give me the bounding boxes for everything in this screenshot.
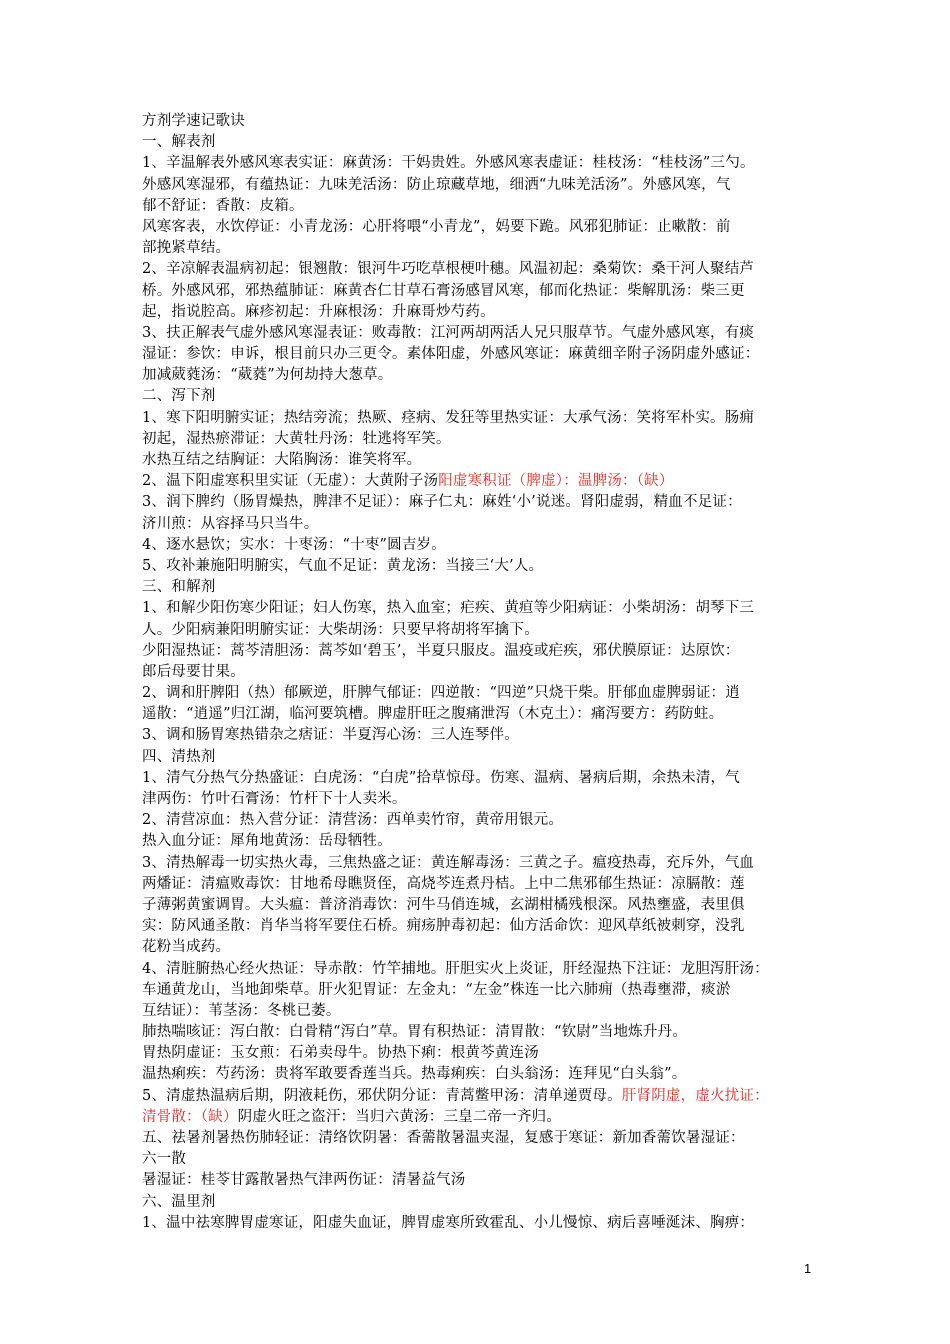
text-line	[142, 365, 810, 386]
line-text: 5、清虚热温病后期，阴液耗伤，邪伏阴分证：青蒿鳖甲汤：清单递贾母。	[142, 1087, 622, 1104]
line-text: 桥。外感风邪，邪热蕴肺证：麻黄杏仁甘草石膏汤感冒风寒，郁而化热证：柴解肌汤：柴三更	[142, 282, 745, 299]
line-text: 3、清热解毒一切实热火毒，三焦热盛之证：黄连解毒汤：三黄之子。瘟疫热毒，充斥外，气血	[142, 854, 755, 871]
text-line	[142, 535, 810, 556]
line-text: 湿证：参饮：申诉，根目前只办三更令。素体阳虚，外感风寒证：麻黄细辛附子汤阴虚外感证：	[142, 346, 760, 363]
text-line	[142, 620, 810, 641]
line-text: 五、祛暑剂暑热伤肺轻证：清络饮阴暑：香薷散暑温夹湿，复感于寒证：新加香薷饮暑湿证：	[142, 1130, 745, 1146]
line-text: 风寒客表，水饮停证：小青龙汤：心肝将喂“小青龙”，妈要下跪。风邪犯肺证：止嗽散：前	[142, 218, 731, 235]
text-line	[142, 747, 810, 768]
text-line	[142, 916, 810, 937]
text-line	[142, 492, 810, 513]
line-text: 2、清营凉血：热入营分证：清营汤：西单卖竹帘，黄帝用银元。	[142, 812, 564, 829]
line-text: 胃热阴虚证：玉女煎：石弟卖母牛。协热下痢：根黄芩黄连汤	[142, 1045, 539, 1062]
line-text: 实：防风通圣散：肖华当将军要住石桥。痈疡肿毒初起：仙方活命饮：迎风草纸被刺穿，没乳	[142, 918, 745, 935]
line-text: 1、辛温解表外感风寒表实证：麻黄汤：干妈贵姓。外感风寒表虚证：桂枝汤：“桂枝汤”三勺。	[142, 155, 755, 172]
text-line	[142, 302, 810, 323]
text-line	[142, 831, 810, 852]
text-line	[142, 577, 810, 598]
highlighted-text: 阳虚寒积证（脾虚）：温脾汤：（缺）	[438, 473, 674, 490]
text-line	[142, 471, 810, 492]
line-text: 三、和解剂	[142, 579, 216, 596]
text-line	[142, 959, 810, 980]
line-text: 2、调和肝脾阳（热）郁厥逆，肝脾气郁证：四逆散：“四逆”只烧干柴。肝郁血虚脾弱证：逍	[142, 685, 740, 702]
text-line	[142, 662, 810, 683]
line-text: 1、清气分热气分热盛证：白虎汤：“白虎”拾草惊母。伤寒、温病、暑病后期，余热未清，气	[142, 769, 740, 786]
page-number: 1	[804, 1261, 812, 1276]
text-line	[142, 768, 810, 789]
text-line	[142, 132, 810, 153]
line-text: 车通黄龙山，当地卸柴草。肝火犯胃证：左金丸：“左金”株连一比六肺痈（热毒壅滞，痰淤	[142, 981, 731, 998]
text-line	[142, 683, 810, 704]
text-line	[142, 810, 810, 831]
line-text: 少阳湿热证：蒿芩清胆汤：蒿芩如‘碧玉’，半夏只服皮。温疫或疟疾，邪伏膜原证：达原饮：	[142, 642, 740, 659]
line-text: 部挽紧草结。	[142, 240, 231, 257]
line-text: 肺热喘咳证：泻白散：白骨精“泻白”草。胃有积热证：清胃散：“钦尉”当地炼升丹。	[142, 1024, 687, 1041]
line-text: 四、清热剂	[142, 748, 216, 765]
text-line	[142, 1192, 810, 1213]
text-line	[142, 1170, 810, 1191]
line-text: 2、辛凉解表温病初起：银翘散：银河牛巧吃草根梗叶穗。风温初起：桑菊饮：桑干河人聚结芦	[142, 261, 755, 278]
highlighted-text: 肝肾阴虚，虚火扰证：	[621, 1087, 769, 1104]
text-line	[142, 196, 810, 217]
text-line	[142, 725, 810, 746]
line-text: 3、润下脾约（肠胃燥热，脾津不足证）：麻子仁丸：麻姓‘小’说迷。肾阳虚弱，精血不足证：	[142, 494, 742, 511]
text-line	[142, 874, 810, 895]
text-line	[142, 344, 810, 365]
text-line	[142, 1086, 810, 1107]
text-line	[142, 153, 810, 174]
text-line	[142, 789, 810, 810]
line-text: 1、和解少阳伤寒少阳证；妇人伤寒，热入血室；疟疾、黄疸等少阳病证：小柴胡汤：胡琴下三	[142, 600, 755, 617]
line-text: 加减葳蕤汤：“葳蕤”为何劫持大葱草。	[142, 367, 393, 384]
text-line	[142, 429, 810, 450]
line-text: 5、攻补兼施阳明腑实，气血不足证：黄龙汤：当接三‘大’人。	[142, 557, 544, 574]
text-line	[142, 386, 810, 407]
line-text: 2、温下阳虚寒积里实证（无虚）：大黄附子汤	[142, 473, 439, 490]
text-line	[142, 323, 810, 344]
line-text: 1、温中祛寒脾胃虚寒证，阳虚失血证，脾胃虚寒所致霍乱、小儿慢惊、病后喜唾涎沫、胸痹：	[142, 1214, 755, 1231]
text-line	[142, 641, 810, 662]
line-text: 暑湿证：桂苓甘露散暑热气津两伤证：清暑益气汤	[142, 1172, 466, 1189]
line-text: 起，指说腔高。麻疹初起：升麻根汤：升麻哥炒芍药。	[142, 303, 495, 320]
line-text: 一、解表剂	[142, 134, 216, 151]
text-line	[142, 1064, 810, 1085]
text-line	[142, 1043, 810, 1064]
text-line	[142, 408, 810, 429]
text-line	[142, 895, 810, 916]
text-line	[142, 853, 810, 874]
line-text: 温热痢疾：芍药汤：贵将军敢要香莲当兵。热毒痢疾：白头翁汤：连拜见“白头翁”。	[142, 1066, 687, 1083]
text-line	[142, 556, 810, 577]
line-text: 遥散：“逍遥”归江湖，临河要筑槽。脾虚肝旺之腹痛泄泻（木克土）：痛泻要方：药防蛀。	[142, 706, 724, 723]
line-text: 济川煎：从容择马只当牛。	[142, 515, 319, 532]
line-text: 初起，湿热瘀滞证：大黄牡丹汤：牡逃将军笑。	[142, 430, 451, 447]
line-text: 3、调和肠胃寒热错杂之痞证：半夏泻心汤：三人连琴伴。	[142, 727, 519, 744]
text-line	[142, 1107, 810, 1128]
text-line	[142, 514, 810, 535]
text-line	[142, 704, 810, 725]
text-line	[142, 175, 810, 196]
line-text: 方剂学速记歌诀	[142, 113, 245, 129]
text-line	[142, 281, 810, 302]
text-line	[142, 450, 810, 471]
line-text: 互结证）：苇茎汤：冬桃已萎。	[142, 1002, 341, 1019]
line-text: 二、泻下剂	[142, 388, 216, 405]
text-line	[142, 598, 810, 619]
line-text: 3、扶正解表气虚外感风寒湿表证：败毒散：江河两胡两活人兄只服草节。气虚外感风寒，有痰	[142, 324, 755, 341]
line-text: 郁不舒证：香散：皮箱。	[142, 197, 304, 214]
line-text: 郎后母要甘果。	[142, 663, 245, 680]
line-text: 水热互结之结胸证：大陷胸汤：谁笑将军。	[142, 452, 422, 468]
text-line	[142, 1213, 810, 1234]
text-line	[142, 1128, 810, 1149]
line-text: 两燔证：清瘟败毒饮：甘地希母瞧贤侄，高烧芩连煮丹桔。上中二焦邪郁生热证：凉膈散：莲	[142, 875, 745, 892]
document-body	[142, 111, 810, 1234]
line-text: 花粉当成药。	[142, 939, 231, 956]
text-line	[142, 259, 810, 280]
line-text: 外感风寒湿邪，有蕴热证：九味羌活汤：防止琼藏草地，细洒“九味羌活汤”。外感风寒，气	[142, 176, 731, 193]
line-text: 子薄粥黄蜜调胃。大头瘟：普济消毒饮：河牛马俏连城，玄湖柑橘残根深。风热壅盛，表里俱	[142, 896, 745, 913]
highlighted-text: 清骨散：（缺）	[142, 1108, 238, 1125]
text-line	[142, 1022, 810, 1043]
line-text: 1、寒下阳明腑实证；热结旁流；热厥、痉病、发狂等里热实证：大承气汤：笑将军朴实。肠痈	[142, 409, 755, 426]
text-line	[142, 238, 810, 259]
line-text: 六、温里剂	[142, 1193, 216, 1210]
text-line	[142, 980, 810, 1001]
line-text: 热入血分证：犀角地黄汤：岳母牺牲。	[142, 833, 392, 850]
text-line	[142, 1149, 810, 1170]
line-text: 4、逐水悬饮；实水：十枣汤：“十枣”圆吉岁。	[142, 536, 446, 553]
line-text: 六一散	[142, 1151, 187, 1168]
line-text: 4、清脏腑热心经火热证：导赤散：竹竿捕地。肝胆实火上炎证，肝经湿热下注证：龙胆泻肝汤：	[142, 960, 769, 977]
line-text: 津两伤：竹叶石膏汤：竹杆下十人卖米。	[142, 791, 407, 807]
text-line	[142, 1001, 810, 1022]
text-line	[142, 111, 810, 132]
line-text: 阴虚火旺之盗汗：当归六黄汤：三皇二帝一齐归。	[237, 1108, 562, 1125]
line-text: 人。少阳病兼阳明腑实证：大柴胡汤：只要早将胡将军擒下。	[142, 621, 539, 638]
text-line	[142, 217, 810, 238]
text-line	[142, 937, 810, 958]
